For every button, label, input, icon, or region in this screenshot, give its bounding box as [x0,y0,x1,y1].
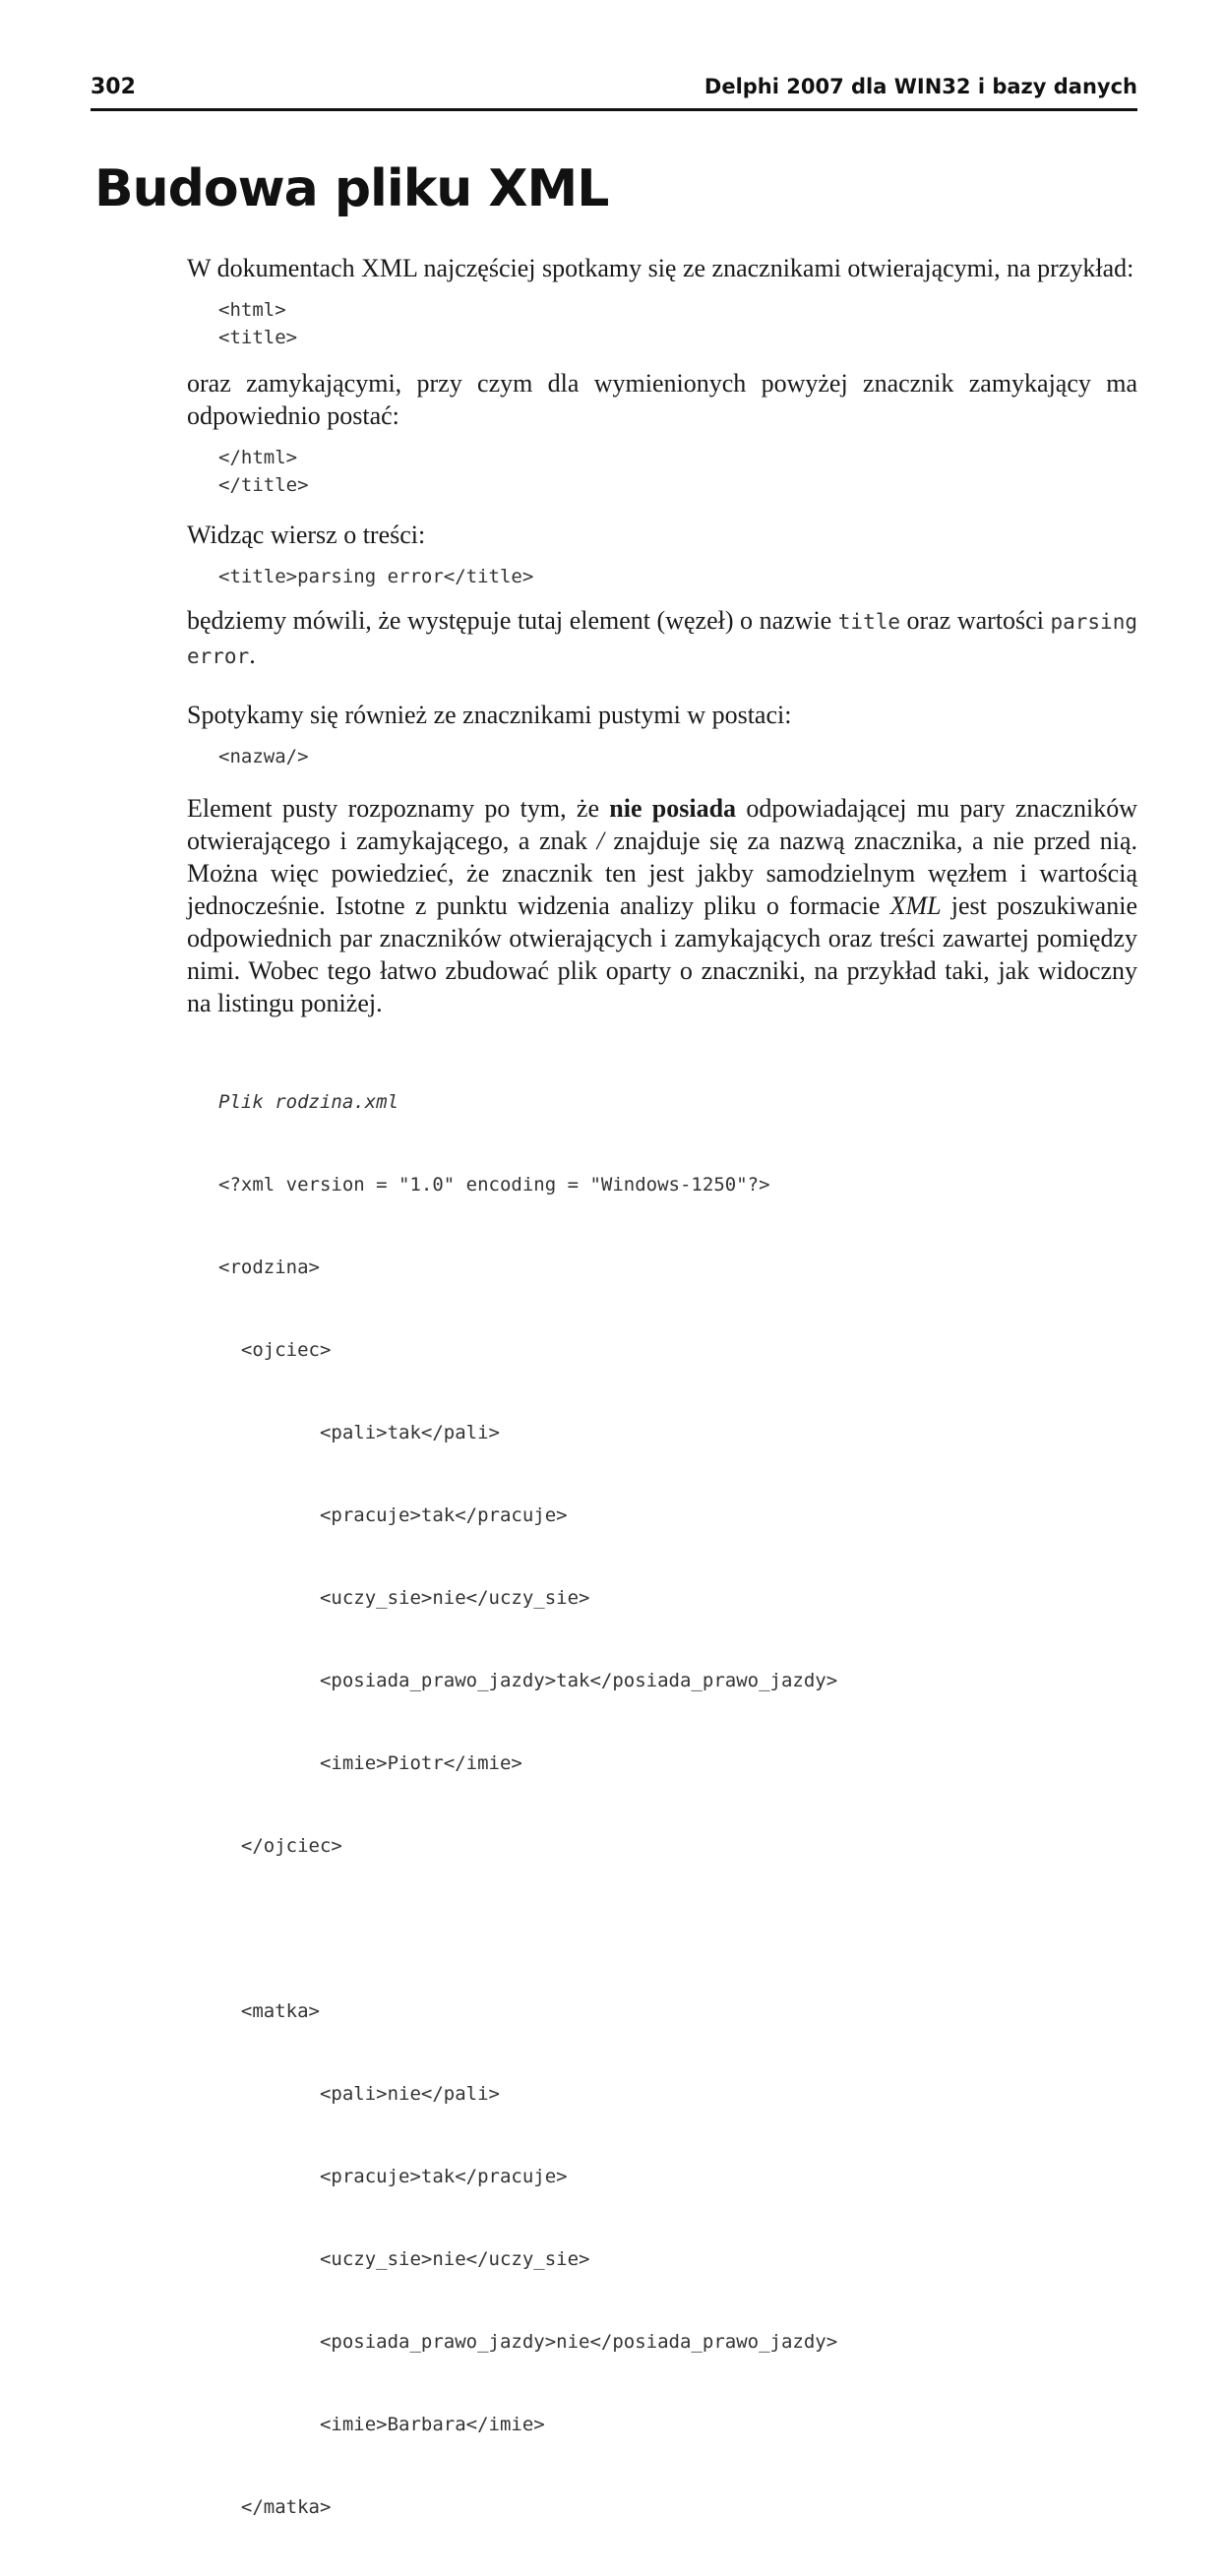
code-line: <pracuje>tak</pracuje> [218,1504,568,1526]
code-line: </html> [218,447,298,468]
code-line: <imie>Barbara</imie> [218,2414,545,2435]
paragraph-empty-tags: Spotykamy się również ze znacznikami pustymi w postaci: [187,701,792,729]
code-line: <uczy_sie>nie</uczy_sie> [218,2248,590,2270]
italic-slash: / [596,827,604,855]
code-example-line [187,563,1137,590]
code-line: <posiada_prawo_jazdy>tak</posiada_prawo_jazdy> [218,1670,838,1691]
running-header [91,75,1137,111]
text-run: jest poszukiwanie odpowiednich par znaczników otwierających i zamykających oraz treści zawartej pomiędzy nimi. Wobec tego łatwo zbudować plik oparty o znaczniki, na przykład taki, jak widoczny na listingu poniżej. [187,891,1137,1017]
text-run: oraz wartości [900,606,1051,635]
code-close-tags [187,444,1137,499]
listing-caption: Plik rodzina.xml [218,1091,399,1113]
paragraph-explanation [187,792,1137,1019]
code-line: <html> [218,299,286,321]
code-line: <pali>nie</pali> [218,2083,500,2105]
paragraph-element [187,604,1137,673]
text-run: znajduje się za nazwą znacznika, a nie przed nią. Można więc powiedzieć, że znacznik ten jest jakby samodzielnym węzłem i wartością jednocześnie. Istotne z punktu widzenia analizy pliku o formacie [187,827,1138,920]
section-title: Budowa pliku XML [94,159,609,218]
code-line: <title>parsing error</title> [218,566,534,587]
code-line: <rodzina> [218,1257,320,1278]
paragraph-line-intro: Widząc wiersz o treści: [187,521,426,549]
code-line: <nazwa/> [218,746,309,767]
code-line: </title> [218,474,309,496]
paragraph-closing: oraz zamykającymi, przy czym dla wymienionych powyżej znacznik zamykający ma odpowiednio postać: [187,369,1137,430]
code-line: <pali>tak</pali> [218,1422,500,1443]
code-line: <title> [218,327,298,348]
code-open-tags [187,296,1137,351]
code-line: <pracuje>tak</pracuje> [218,2166,568,2187]
inline-code-title: title [837,610,900,634]
code-line: <posiada_prawo_jazdy>nie</posiada_prawo_jazdy> [218,2331,838,2353]
code-line: <ojciec> [218,1339,332,1361]
text-run: . [249,641,256,669]
paragraph-intro: W dokumentach XML najczęściej spotkamy się ze znacznikami otwierającymi, na przykład: [187,254,1134,282]
code-line: <matka> [218,2000,320,2022]
text-run: odpowiadającej mu pary znaczników otwierającego i zamykającego, a znak [187,794,1137,855]
code-empty-tag [187,743,1137,770]
page-body [187,252,1137,2576]
code-line: <imie>Piotr</imie> [218,1752,522,1774]
page-number: 302 [91,75,136,99]
code-line: </matka> [218,2496,332,2518]
bold-text: nie posiada [609,794,737,823]
book-title: Delphi 2007 dla WIN32 i bazy danych [704,75,1137,98]
code-line [218,1915,1137,1942]
code-line: <uczy_sie>nie</uczy_sie> [218,1587,590,1609]
code-line: <?xml version = "1.0" encoding = "Windows-1250"?> [218,1174,770,1196]
inline-code-value: parsing error [187,610,1137,668]
text-run: Element pusty rozpoznamy po tym, że [187,794,610,823]
text-run: będziemy mówili, że występuje tutaj element (węzeł) o nazwie [187,606,838,635]
code-listing [187,1033,1137,2576]
code-line: </ojciec> [218,1835,342,1857]
italic-xml: XML [889,891,942,920]
